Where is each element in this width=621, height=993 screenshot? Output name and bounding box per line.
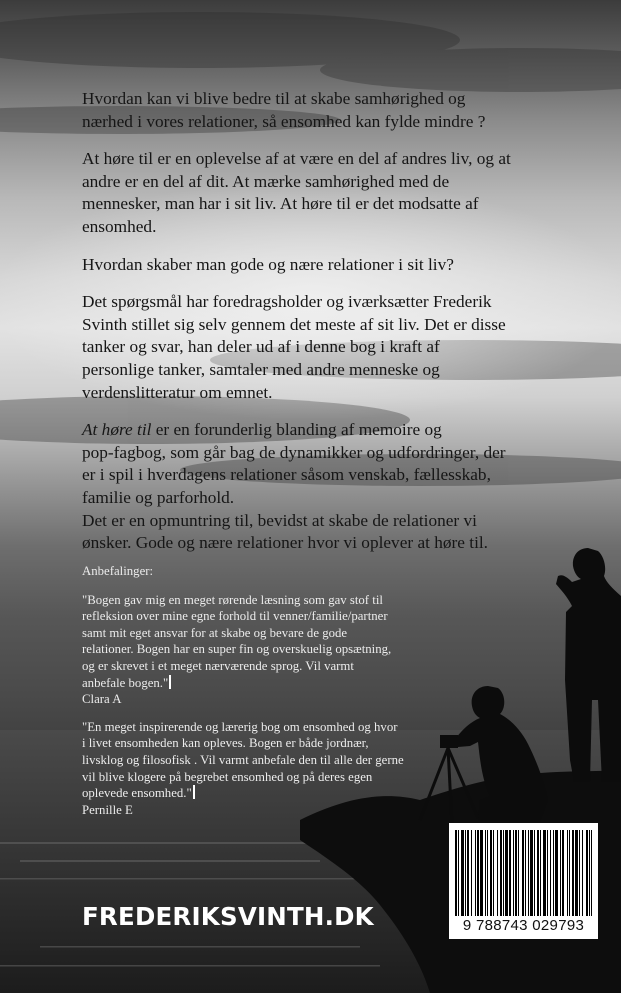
barcode-bar (582, 830, 583, 916)
text-line: Hvordan skaber man gode og nære relationer i sit liv? (82, 254, 454, 274)
barcode-bar (537, 830, 539, 916)
barcode-bar (575, 830, 578, 916)
text-line: nærhed i vores relationer, så ensomhed kan fylde mindre ? (82, 111, 486, 131)
barcode-bar (475, 830, 476, 916)
barcode-bar (572, 830, 574, 916)
quote-line: samt mit eget ansvar for at skabe og bevare de gode (82, 625, 348, 640)
barcode-bar (513, 830, 514, 916)
book-title: At høre til (82, 420, 152, 440)
text-cursor-mark (169, 675, 171, 689)
text-line: Det er en opmuntring til, bevidst at skabe de relationer vi (82, 510, 477, 530)
blurb-paragraph-1 (82, 88, 542, 133)
barcode-bar (467, 830, 469, 916)
barcode-bar (471, 830, 472, 916)
barcode-bar (550, 830, 551, 916)
website-link[interactable]: FREDERIKSVINTH.DK (82, 902, 374, 931)
text-line: verdenslitteratur om emnet. (82, 382, 273, 402)
barcode-bar (497, 830, 498, 916)
barcode-bar (458, 830, 459, 916)
text-line: At høre til er en oplevelse af at være en del af andres liv, og at (82, 149, 511, 169)
barcode-bar (562, 830, 564, 916)
text-line: er i spil i hverdagens relationer såsom venskab, fællesskab, (82, 465, 491, 485)
barcode-bar (477, 830, 479, 916)
barcode-bar (579, 830, 580, 916)
barcode-bar (540, 830, 541, 916)
barcode-bar (490, 830, 492, 916)
quote-line: vil blive klogere på begrebet ensomhed og på deres egen (82, 769, 373, 784)
barcode-bar (586, 830, 588, 916)
barcode-bar (528, 830, 529, 916)
recommendation-author: Clara A (82, 692, 122, 707)
barcode-bar (569, 830, 570, 916)
barcode-bar (455, 830, 457, 916)
quote-line: anbefale bogen." (82, 675, 169, 690)
text-line: er en forunderlig blanding af memoire og (151, 420, 442, 440)
text-line: Det spørgsmål har foredragsholder og iværksætter Frederik (82, 292, 492, 312)
quote-line: i livet ensomheden kan opleves. Bogen er både jordnær, (82, 736, 369, 751)
barcode-bar (530, 830, 533, 916)
barcode-bar (509, 830, 511, 916)
isbn-number: 9 788743 029793 (462, 917, 585, 934)
quote-line: "Bogen gav mig en meget rørende læsning som gav stof til (82, 592, 383, 607)
barcode-bar (543, 830, 546, 916)
blurb-paragraph-2 (82, 148, 542, 238)
quote-line: relationer. Bogen har en super fin og overskuelig opsætning, (82, 642, 392, 657)
text-line: mennesker, man har i sit liv. At høre til er det modsatte af (82, 194, 479, 214)
text-line: personlige tanker, samtaler med andre menneske og (82, 359, 440, 379)
barcode-bar (553, 830, 554, 916)
recommendation-2 (82, 719, 442, 819)
barcode-bar (589, 830, 590, 916)
barcode-bar (555, 830, 558, 916)
text-line: ønsker. Gode og nære relationer hvor vi oplever at høre til. (82, 533, 488, 553)
barcode-bars (455, 830, 592, 916)
text-line: ensomhed. (82, 216, 157, 236)
quote-line: refleksion over mine egne forhold til venner/familie/partner (82, 609, 388, 624)
barcode-bar (487, 830, 488, 916)
barcode-bar (493, 830, 494, 916)
text-line: tanker og svar, han deler ud af i denne bog i kraft af (82, 337, 440, 357)
barcode-bar (465, 830, 466, 916)
barcode-bar (485, 830, 486, 916)
barcode-bar (500, 830, 502, 916)
quote-line: "En meget inspirerende og lærerig bog om ensomhed og hvor (82, 719, 398, 734)
blurb (82, 88, 542, 570)
barcode-bar (503, 830, 504, 916)
barcode-bar (567, 830, 568, 916)
blurb-paragraph-6 (82, 510, 542, 555)
blurb-paragraph-3 (82, 254, 542, 277)
barcode-bar (525, 830, 526, 916)
recommendations (82, 563, 442, 829)
barcode-bar (480, 830, 483, 916)
recommendation-author: Pernille E (82, 802, 133, 817)
text-cursor-mark (193, 785, 195, 799)
text-line: Svinth stillet sig selv gennem det meste af sit liv. Det er disse (82, 314, 506, 334)
barcode-bar (522, 830, 524, 916)
recommendations-heading: Anbefalinger: (82, 564, 154, 578)
text-line: andre er en del af dit. At mærke samhørighed med de (82, 171, 450, 191)
recommendation-1 (82, 592, 442, 708)
text-line: familie og parforhold. (82, 487, 235, 507)
text-line: pop-fagbog, som går bag de dynamikker og udfordringer, der (82, 442, 506, 462)
barcode-bar (591, 830, 592, 916)
barcode-bar (461, 830, 464, 916)
barcode-bar (505, 830, 508, 916)
text-line: Hvordan kan vi blive bedre til at skabe samhørighed og (82, 89, 466, 108)
barcode-bar (547, 830, 548, 916)
blurb-paragraph-4 (82, 291, 542, 404)
barcode-bar (515, 830, 517, 916)
barcode-bar (518, 830, 519, 916)
blurb-paragraph-5 (82, 419, 542, 509)
quote-line: og er skrevet i et meget nærværende sprog. Vil varmt (82, 658, 354, 673)
quote-line: livsklog og filosofisk . Vil varmt anbefale den til alle der gerne (82, 752, 404, 767)
barcode-bar (534, 830, 535, 916)
barcode-bar (560, 830, 561, 916)
quote-line: oplevede ensomhed." (82, 786, 192, 801)
isbn-barcode (449, 823, 598, 939)
